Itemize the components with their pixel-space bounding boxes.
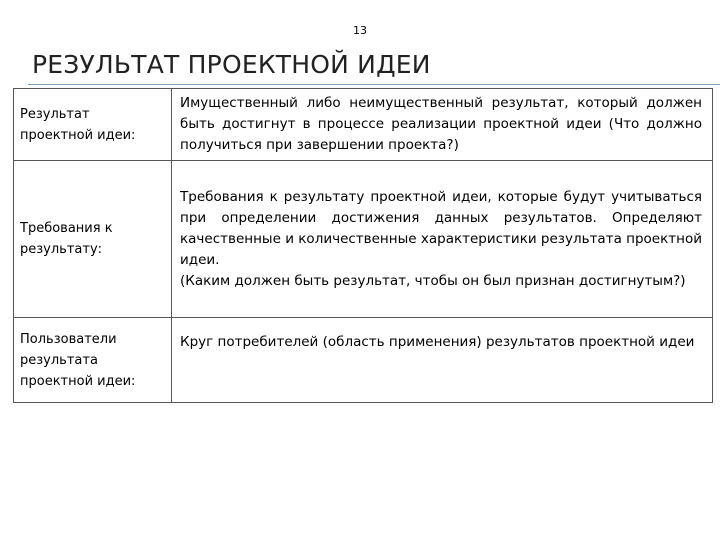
row-label: Результат проектной идеи: [14, 89, 172, 161]
row-description [172, 161, 713, 318]
page-number: 13 [353, 24, 367, 37]
table-row [14, 161, 713, 318]
row-description [172, 318, 713, 403]
row-label: Пользователи результата проектной идеи: [14, 318, 172, 403]
row-description [172, 89, 713, 161]
row-description-text: Требования к результату проектной идеи, которые будут учитываться при определении достижения данных результатов. Определяют качественные и количественные характеристики результата проектной идеи. [180, 188, 702, 268]
title-divider [28, 84, 720, 85]
row-description-text: Имущественный либо неимущественный результат, который должен быть достигнут в процессе реализации проектной идеи (Что должно получиться при завершении проекта?) [180, 95, 702, 153]
table-row [14, 89, 713, 161]
table-row [14, 318, 713, 403]
row-description-question: (Каким должен быть результат, чтобы он был признан достигнутым?) [180, 272, 686, 289]
row-description-text: Круг потребителей (область применения) результатов проектной идеи [180, 334, 695, 350]
row-label: Требования к результату: [14, 161, 172, 318]
result-table [13, 88, 713, 403]
page-title: РЕЗУЛЬТАТ ПРОЕКТНОЙ ИДЕИ [32, 50, 431, 79]
